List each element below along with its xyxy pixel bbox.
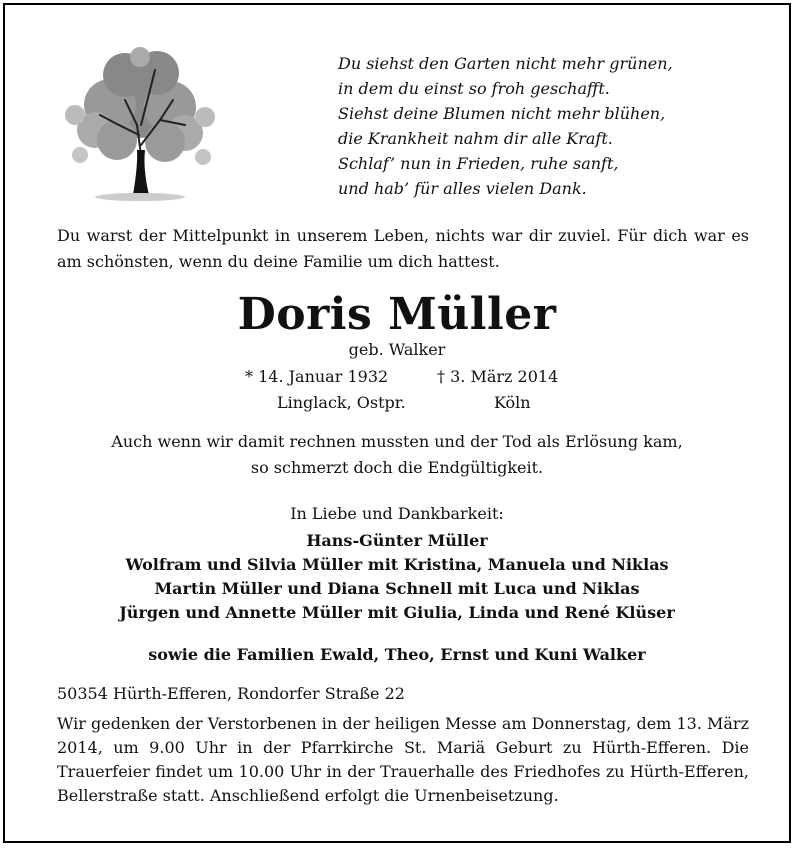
service-notice: Wir gedenken der Verstorbenen in der heiligen Messe am Donnerstag, dem 13. März 2014, um 9.00 Uhr in der Pfarrkirche St. Mariä Geburt zu Hürth-Efferen. Die Trauerfeier findet um 10.00 Uhr in der Trauerhalle des Friedhofes zu Hürth-Efferen, Bellerstraße statt. Anschließend erfolgt die Urnenbeisetzung. bbox=[57, 714, 749, 805]
death-place: Köln bbox=[494, 393, 531, 412]
family-member: Wolfram und Silvia Müller mit Kristina, Manuela und Niklas bbox=[125, 555, 669, 574]
poem-line: Du siehst den Garten nicht mehr grünen, bbox=[338, 54, 673, 73]
tree-icon bbox=[55, 45, 225, 205]
family-member: Hans-Günter Müller bbox=[306, 531, 488, 550]
birth-date: * 14. Januar 1932 bbox=[245, 367, 389, 386]
acceptance-text bbox=[5, 429, 789, 481]
thanks-heading: In Liebe und Dankbarkeit: bbox=[290, 504, 504, 523]
address: 50354 Hürth-Efferen, Rondorfer Straße 22 bbox=[57, 684, 405, 703]
poem bbox=[338, 51, 758, 201]
poem-line: Siehst deine Blumen nicht mehr blühen, bbox=[338, 104, 666, 123]
extended-family: sowie die Familien Ewald, Theo, Ernst und Kuni Walker bbox=[148, 645, 646, 664]
acceptance-line: Auch wenn wir damit rechnen mussten und der Tod als Erlösung kam, bbox=[111, 432, 683, 451]
family-list bbox=[5, 529, 789, 625]
birth-name: geb. Walker bbox=[348, 340, 446, 359]
birth-place: Linglack, Ostpr. bbox=[277, 393, 406, 412]
family-member: Jürgen und Annette Müller mit Giulia, Linda und René Klüser bbox=[119, 603, 675, 622]
acceptance-line: so schmerzt doch die Endgültigkeit. bbox=[250, 458, 544, 477]
poem-line: Schlaf’ nun in Frieden, ruhe sanft, bbox=[338, 154, 619, 173]
death-date: † 3. März 2014 bbox=[437, 367, 559, 386]
poem-line: in dem du einst so froh geschafft. bbox=[338, 79, 610, 98]
obituary-notice bbox=[3, 3, 791, 843]
deceased-name: Doris Müller bbox=[237, 289, 557, 340]
family-member: Martin Müller und Diana Schnell mit Luca und Niklas bbox=[154, 579, 640, 598]
poem-line: die Krankheit nahm dir alle Kraft. bbox=[338, 129, 613, 148]
intro-text: Du warst der Mittelpunkt in unserem Leben, nichts war dir zuviel. Für dich war es am schönsten, wenn du deine Familie um dich hattest. bbox=[57, 226, 749, 271]
poem-line: und hab’ für alles vielen Dank. bbox=[338, 179, 587, 198]
